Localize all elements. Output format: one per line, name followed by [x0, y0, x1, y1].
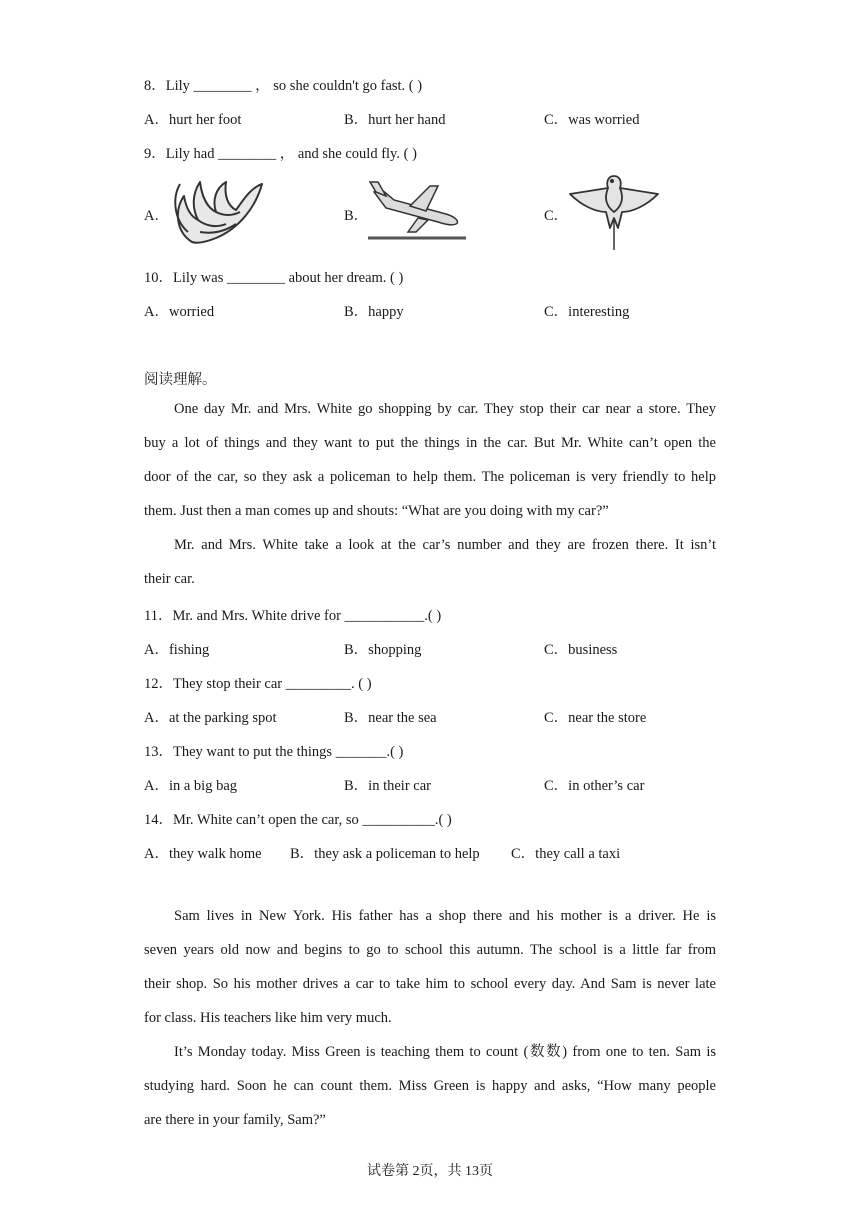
question-8-stem: 8．Lily ________ ， so she couldn't go fast. ( )	[144, 78, 423, 94]
question-12-option-c: C．near the store	[544, 710, 647, 726]
question-11-option-b: B．shopping	[344, 642, 422, 658]
question-12-option-b: B．near the sea	[344, 710, 437, 726]
passage-1	[144, 392, 716, 596]
question-10-option-a: A．worried	[144, 304, 215, 320]
question-13-option-b: B．in their car	[344, 778, 431, 794]
question-9-stem: 9．Lily had ________ ， and she could fly. ( )	[144, 146, 417, 162]
question-13-option-c: C．in other’s car	[544, 778, 645, 794]
kite-icon	[568, 172, 660, 252]
question-11-option-a: A．fishing	[144, 642, 210, 658]
question-11-option-c: C．business	[544, 642, 618, 658]
question-13-option-a: A．in a big bag	[144, 778, 238, 794]
question-14-option-a: A．they walk home	[144, 846, 262, 862]
passage-2-line: Sam lives in New York. His father has a shop there and his mother is a driver. He is	[174, 908, 716, 924]
passage-2-line: It’s Monday today. Miss Green is teaching them to count (数数) from one to ten. Sam is	[174, 1044, 716, 1060]
question-10-stem: 10．Lily was ________ about her dream. ( )	[144, 270, 404, 286]
question-9-option-b: B．	[344, 208, 369, 224]
question-12-stem: 12．They stop their car _________. ( )	[144, 676, 372, 692]
passage-1-line: One day Mr. and Mrs. White go shopping by car. They stop their car near a store. They	[174, 401, 716, 417]
wings-icon	[170, 176, 264, 248]
passage-2-line: their shop. So his mother drives a car to take him to school every day. And Sam is never late	[144, 976, 716, 992]
question-12-option-a: A．at the parking spot	[144, 710, 277, 726]
question-8-option-c: C．was worried	[544, 112, 640, 128]
passage-2-line: seven years old now and begins to go to school this autumn. The school is a little far from	[144, 942, 716, 958]
question-10-option-c: C．interesting	[544, 304, 630, 320]
question-8-option-b: B．hurt her hand	[344, 112, 446, 128]
question-14-option-c: C．they call a taxi	[511, 846, 621, 862]
section-heading: 阅读理解。	[144, 372, 217, 388]
passage-2-line: are there in your family, Sam?”	[144, 1112, 326, 1128]
question-11-stem: 11．Mr. and Mrs. White drive for ___________.( )	[144, 608, 442, 624]
passage-1-line: door of the car, so they ask a policeman to help them. The policeman is very friendly to help	[144, 469, 716, 485]
passage-2	[144, 899, 716, 1137]
passage-1-line: Mr. and Mrs. White take a look at the car’s number and they are frozen there. It isn’t	[174, 537, 716, 553]
passage-2-line: studying hard. Soon he can count them. Miss Green is happy and asks, “How many people	[144, 1078, 716, 1094]
question-13-stem: 13．They want to put the things _______.( )	[144, 744, 404, 760]
question-14-option-b: B．they ask a policeman to help	[290, 846, 480, 862]
airplane-icon	[368, 180, 466, 242]
question-9-option-a: A．	[144, 208, 169, 224]
passage-2-line: for class. His teachers like him very much.	[144, 1010, 392, 1026]
question-8-option-a: A．hurt her foot	[144, 112, 242, 128]
passage-1-line: them. Just then a man comes up and shouts: “What are you doing with my car?”	[144, 503, 609, 519]
question-9-option-c: C．	[544, 208, 569, 224]
passage-1-line: their car.	[144, 571, 195, 587]
question-14-stem: 14．Mr. White can’t open the car, so __________.( )	[144, 812, 452, 828]
passage-1-line: buy a lot of things and they want to put the things in the car. But Mr. White can’t open the	[144, 435, 716, 451]
page-footer: 试卷第 2页，共 13页	[367, 1164, 493, 1179]
question-10-option-b: B．happy	[344, 304, 404, 320]
